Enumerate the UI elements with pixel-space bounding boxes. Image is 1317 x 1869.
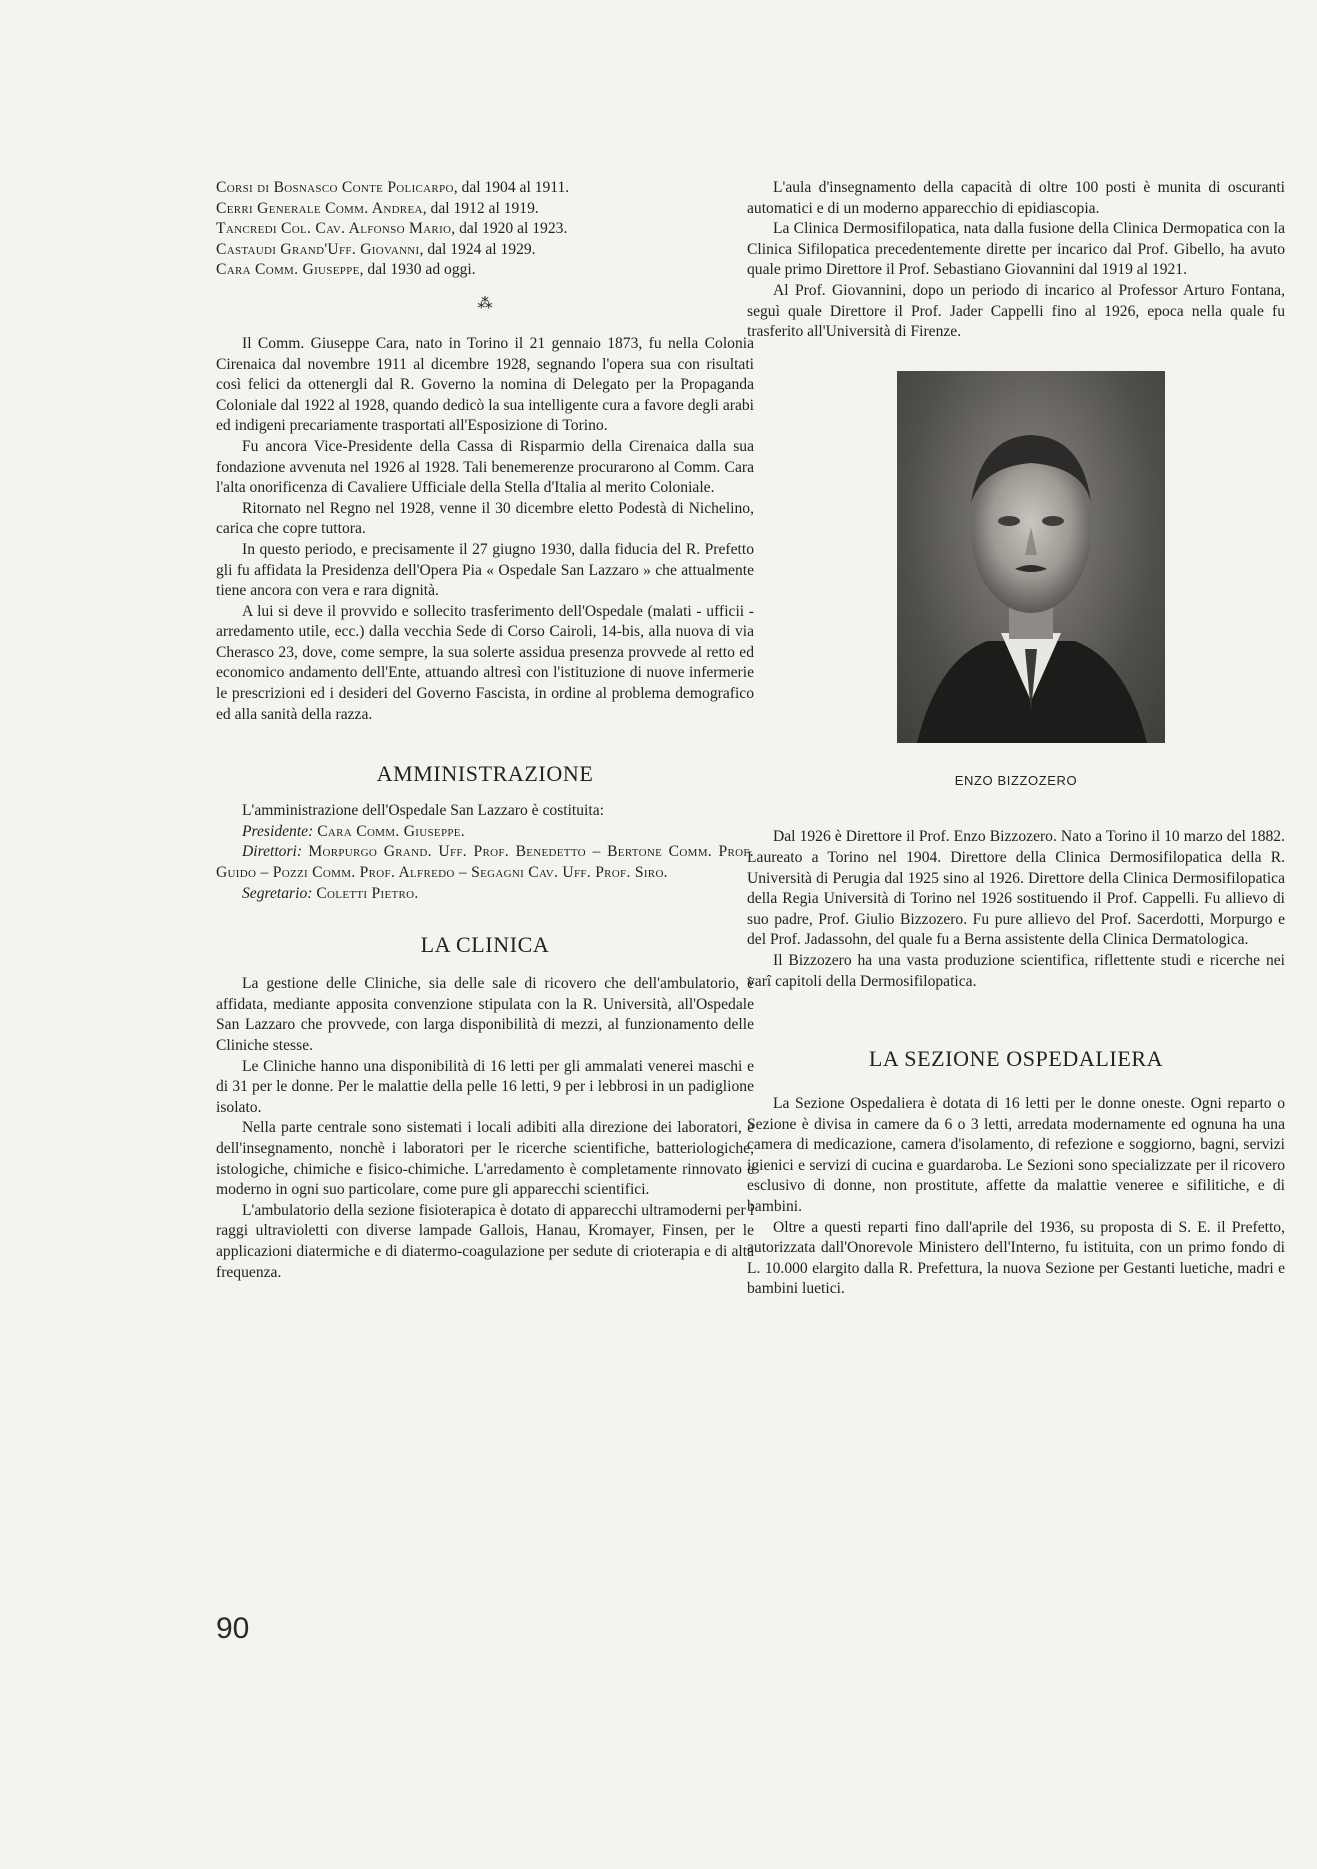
right-column xyxy=(747,178,1285,1300)
paragraph: A lui si deve il provvido e sollecito trasferimento dell'Ospedale (malati - ufficii - arredamento utile, ecc.) dalla vecchia Sede di Corso Cairoli, 14-bis, alla nuova di via Cherasco 23, dove, come sempre, la sua solerte assidua presenza provvede al retto ed economico andamento dell'Ente, attuando altresì con l'istituzione di nuove infermerie le prescrizioni ed i desideri del Governo Fascista, in ordine al problema demografico ed alla sanità della razza. xyxy=(216,602,754,723)
paragraph: La Sezione Ospedaliera è dotata di 16 letti per le donne oneste. Ogni reparto o Sezione è divisa in camere da 6 o 3 letti, arredata modernamente ed ognuna ha una camera di medicazione, camera d'isolamento, di refezione e soggiorno, bagni, servizi igienici e servizi di cucina e guardaroba. Le Sezioni sono specializzate per il ricovero esclusivo di donne, non prostitute, affette da malattie veneree e sifilitiche, e di bambini. xyxy=(747,1095,1285,1216)
directors-list xyxy=(216,178,754,281)
cara-biography xyxy=(216,334,754,725)
paragraph: L'amministrazione dell'Ospedale San Lazzaro è costituita: xyxy=(242,802,604,820)
section-heading-sezione-ospedaliera: LA SEZIONE OSPEDALIERA xyxy=(868,1046,1164,1072)
list-item: Cerri Generale Comm. Andrea, dal 1912 al 1919. xyxy=(216,199,539,217)
paragraph: Al Prof. Giovannini, dopo un periodo di incarico al Professor Arturo Fontana, seguì quale Direttore il Prof. Jader Cappelli fino al 1926, epoca nella quale fu trasferito all'Università di Firenze. xyxy=(747,281,1285,341)
aula-section xyxy=(747,178,1285,343)
direttori-line: Direttori: Morpurgo Grand. Uff. Prof. Benedetto – Bertone Comm. Prof. Guido – Pozzi Comm. Prof. Alfredo – Segagni Cav. Uff. Prof. Siro. xyxy=(216,843,754,882)
paragraph: Oltre a questi reparti fino dall'aprile del 1936, su proposta di S. E. il Prefetto, autorizzata dall'Onorevole Ministero dell'Interno, fu istituita, con un primo fondo di L. 10.000 elargito dalla R. Prefettura, la nuova Sezione per Gestanti luetiche, madri e bambini luetici. xyxy=(747,1218,1285,1298)
list-item: Tancredi Col. Cav. Alfonso Mario, dal 1920 al 1923. xyxy=(216,220,568,238)
list-item: Corsi di Bosnasco Conte Policarpo, dal 1904 al 1911. xyxy=(216,179,570,196)
presidente-line: Presidente: Cara Comm. Giuseppe. xyxy=(242,822,466,840)
paragraph: Il Bizzozero ha una vasta produzione scientifica, riflettente studi e ricerche nei varî capitoli della Dermosifilopatica. xyxy=(747,951,1285,990)
segretario-line: Segretario: Coletti Pietro. xyxy=(242,884,419,902)
paragraph: Il Comm. Giuseppe Cara, nato in Torino il 21 gennaio 1873, fu nella Colonia Cirenaica dal novembre 1911 al dicembre 1928, segnando l'opera sua con risultati così felici da ottenergli dal R. Governo la nomina di Delegato per la Propaganda Coloniale dal 1922 al 1928, quando dedicò la sua intelligente cura a favore degli arabi ed indigeni precariamente trasportati all'Esposizione di Torino. xyxy=(216,334,754,435)
page-number: 90 xyxy=(216,1612,250,1645)
list-item: Cara Comm. Giuseppe, dal 1930 ad oggi. xyxy=(216,261,476,279)
photo-caption: ENZO BIZZOZERO xyxy=(954,772,1078,788)
section-heading-amministrazione: AMMINISTRAZIONE xyxy=(376,761,594,787)
portrait-illustration xyxy=(897,371,1165,743)
paragraph: Dal 1926 è Direttore il Prof. Enzo Bizzozero. Nato a Torino il 10 marzo del 1882. Laureato a Torino nel 1904. Direttore della Clinica Dermosifilopatica della R. Università di Perugia dal 1925 sino al 1926. Direttore della Clinica Dermosifilopatica della Regia Università di Torino nel 1926 sostituendo il Prof. Cappelli. Fu allievo di suo padre, Prof. Giulio Bizzozero. Fu pure allievo del Prof. Sacerdotti, Morpurgo e del Prof. Jadassohn, del quale fu a Berna assistente della Clinica Dermatologica. xyxy=(747,828,1285,949)
section-heading-clinica: LA CLINICA xyxy=(420,932,550,958)
asterism-divider: ⁂ xyxy=(477,295,493,312)
bizzozero-section xyxy=(747,827,1285,992)
clinica-section xyxy=(216,974,754,1283)
paragraph: Fu ancora Vice-Presidente della Cassa di Risparmio della Cirenaica dalla sua fondazione avvenuta nel 1926 al 1928. Tali benemerenze procurarono al Comm. Cara l'alta onorificenza di Cavaliere Ufficiale della Stella d'Italia al merito Coloniale. xyxy=(216,437,754,497)
sezione-ospedaliera-section xyxy=(747,1094,1285,1300)
paragraph: Ritornato nel Regno nel 1928, venne il 30 dicembre eletto Podestà di Nichelino, carica che copre tuttora. xyxy=(216,499,754,538)
paragraph: L'ambulatorio della sezione fisioterapica è dotato di apparecchi ultramoderni per i raggi ultravioletti con diverse lampade Gallois, Hanau, Kromayer, Finsen, per le applicazioni diatermiche e di diatermo-coagulazione per sedute di crioterapia e di alta frequenza. xyxy=(216,1201,754,1281)
paragraph: L'aula d'insegnamento della capacità di oltre 100 posti è munita di oscuranti automatici e di un moderno apparecchio di epidiascopia. xyxy=(747,179,1285,217)
paragraph: La Clinica Dermosifilopatica, nata dalla fusione della Clinica Dermopatica con la Clinica Sifilopatica precedentemente dirette per incarico dal Prof. Gibello, ha avuto quale primo Direttore il Prof. Sebastiano Giovannini dal 1919 al 1921. xyxy=(747,220,1285,279)
paragraph: Le Cliniche hanno una disponibilità di 16 letti per gli ammalati venerei maschi e di 31 per le donne. Per le malattie della pelle 16 letti, 9 per i lebbrosi in un padiglione isolato. xyxy=(216,1057,754,1116)
portrait-photo xyxy=(897,371,1165,743)
paragraph: La gestione delle Cliniche, sia delle sale di ricovero che dell'ambulatorio, è affidata, mediante apposita convenzione stipulata con la R. Università, all'Ospedale San Lazzaro che provvede, con larga disponibilità di mezzi, al funzionamento delle Cliniche stesse. xyxy=(216,975,754,1054)
paragraph: Nella parte centrale sono sistemati i locali adibiti alla direzione dei laboratori, e dell'insegnamento, nonchè i laboratori per le ricerche scientifiche, batteriologiche, istologiche, chimiche e fisico-chimiche. L'arredamento è completamente rinnovato e moderno in ogni suo particolare, come pure gli apparecchi scientifici. xyxy=(216,1119,754,1199)
left-column xyxy=(216,178,754,1283)
paragraph: In questo periodo, e precisamente il 27 giugno 1930, dalla fiducia del R. Prefetto gli fu affidata la Presidenza dell'Opera Pia « Ospedale San Lazzaro » che attualmente tiene ancora con vera e rara dignità. xyxy=(216,540,754,600)
list-item: Castaudi Grand'Uff. Giovanni, dal 1924 al 1929. xyxy=(216,240,536,258)
amministrazione-section xyxy=(216,801,754,904)
